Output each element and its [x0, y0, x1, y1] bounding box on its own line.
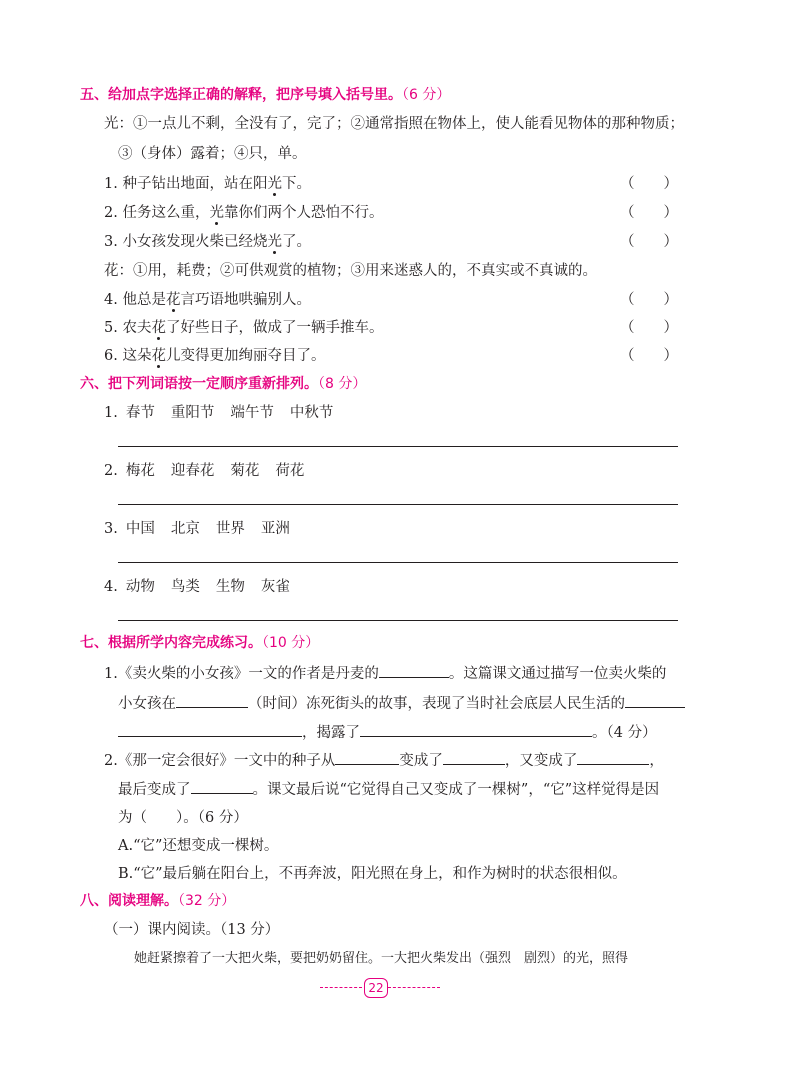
blank-stage3[interactable]	[577, 748, 649, 765]
blank-time[interactable]	[176, 691, 248, 708]
hua-definitions: 花：①用，耗费；②可供观赏的植物；③用来迷惑人的，不真实或不真诚的。	[104, 263, 597, 279]
answer-paren-5-4[interactable]: （ ）	[620, 292, 678, 308]
dotted-char: 光	[209, 205, 224, 221]
question-7-2-line2: 最后变成了 。课文最后说“它觉得自己又变成了一棵树”，“它”这样觉得是因	[118, 777, 659, 799]
blank-stage4[interactable]	[191, 777, 253, 794]
blank-life-cont[interactable]	[118, 720, 302, 737]
answer-paren-5-6[interactable]: （ ）	[620, 348, 678, 364]
question-7-1-line3: ，揭露了 。（4 分）	[118, 720, 657, 742]
question-5-2: 2. 任务这么重，光靠你们两个人恐怕不行。	[104, 205, 384, 221]
footer-line-right	[388, 987, 440, 988]
section-6-title: 六、把下列词语按一定顺序重新排列。（8 分）	[80, 376, 367, 392]
reading-passage: 她赶紧擦着了一大把火柴，要把奶奶留住。一大把火柴发出（强烈 剧烈）的光，照得	[134, 951, 629, 966]
blank-author[interactable]	[379, 661, 449, 678]
section-7-title: 七、根据所学内容完成练习。（10 分）	[80, 635, 320, 651]
dotted-char: 花	[151, 348, 166, 364]
dotted-char: 花	[165, 292, 181, 308]
blank-life[interactable]	[625, 691, 685, 708]
answer-line-6-3[interactable]	[118, 562, 678, 563]
question-6-2: 2. 梅花 迎春花 菊花 荷花	[104, 463, 305, 479]
dotted-char: 花	[151, 320, 166, 336]
section-5-title: 五、给加点字选择正确的解释，把序号填入括号里。（6 分）	[80, 87, 451, 103]
question-5-5: 5. 农夫花了好些日子，做成了一辆手推车。	[104, 320, 384, 336]
subsection-reading-1: （一）课内阅读。（13 分）	[104, 922, 280, 938]
option-a[interactable]: A.“它”还想变成一棵树。	[118, 838, 279, 854]
dotted-char: 光	[267, 176, 282, 192]
question-7-2-line1: 2.《那一定会很好》一文中的种子从 变成了 ，又变成了 ，	[104, 748, 664, 770]
question-6-4: 4. 动物 鸟类 生物 灰雀	[104, 579, 290, 595]
question-7-1-line2: 小女孩在 （时间）冻死街头的故事，表现了当时社会底层人民生活的	[118, 691, 685, 713]
answer-paren-5-2[interactable]: （ ）	[620, 205, 678, 221]
question-5-6: 6. 这朵花儿变得更加绚丽夺目了。	[104, 348, 326, 364]
question-6-3: 3. 中国 北京 世界 亚洲	[104, 521, 290, 537]
answer-paren-5-5[interactable]: （ ）	[620, 320, 678, 336]
answer-line-6-2[interactable]	[118, 504, 678, 505]
question-5-4: 4. 他总是花言巧语地哄骗别人。	[104, 292, 311, 308]
blank-expose[interactable]	[360, 720, 592, 737]
answer-paren-5-3[interactable]: （ ）	[620, 234, 678, 250]
answer-line-6-1[interactable]	[118, 446, 678, 447]
question-7-2-line3: 为（ ）。（6 分）	[118, 810, 248, 826]
answer-line-6-4[interactable]	[118, 620, 678, 621]
dotted-char: 光	[267, 234, 282, 250]
guang-definitions-cont: ③（身体）露着；④只，单。	[118, 146, 307, 162]
question-5-3: 3. 小女孩发现火柴已经烧光了。	[104, 234, 311, 250]
question-5-1: 1. 种子钻出地面，站在阳光下。	[104, 176, 311, 192]
blank-stage2[interactable]	[443, 748, 505, 765]
blank-stage1[interactable]	[335, 748, 399, 765]
question-6-1: 1. 春节 重阳节 端午节 中秋节	[104, 405, 334, 421]
section-8-title: 八、阅读理解。（32 分）	[80, 893, 236, 909]
page-number: 22	[364, 978, 388, 998]
footer-line-left	[320, 987, 362, 988]
question-7-1-line1: 1.《卖火柴的小女孩》一文的作者是丹麦的 。这篇课文通过描写一位卖火柴的	[104, 661, 666, 683]
guang-definitions: 光：①一点儿不剩，全没有了，完了；②通常指照在物体上，使人能看见物体的那种物质；	[104, 116, 684, 132]
option-b[interactable]: B.“它”最后躺在阳台上，不再奔波，阳光照在身上，和作为树时的状态很相似。	[118, 866, 627, 882]
answer-paren-5-1[interactable]: （ ）	[620, 176, 678, 192]
